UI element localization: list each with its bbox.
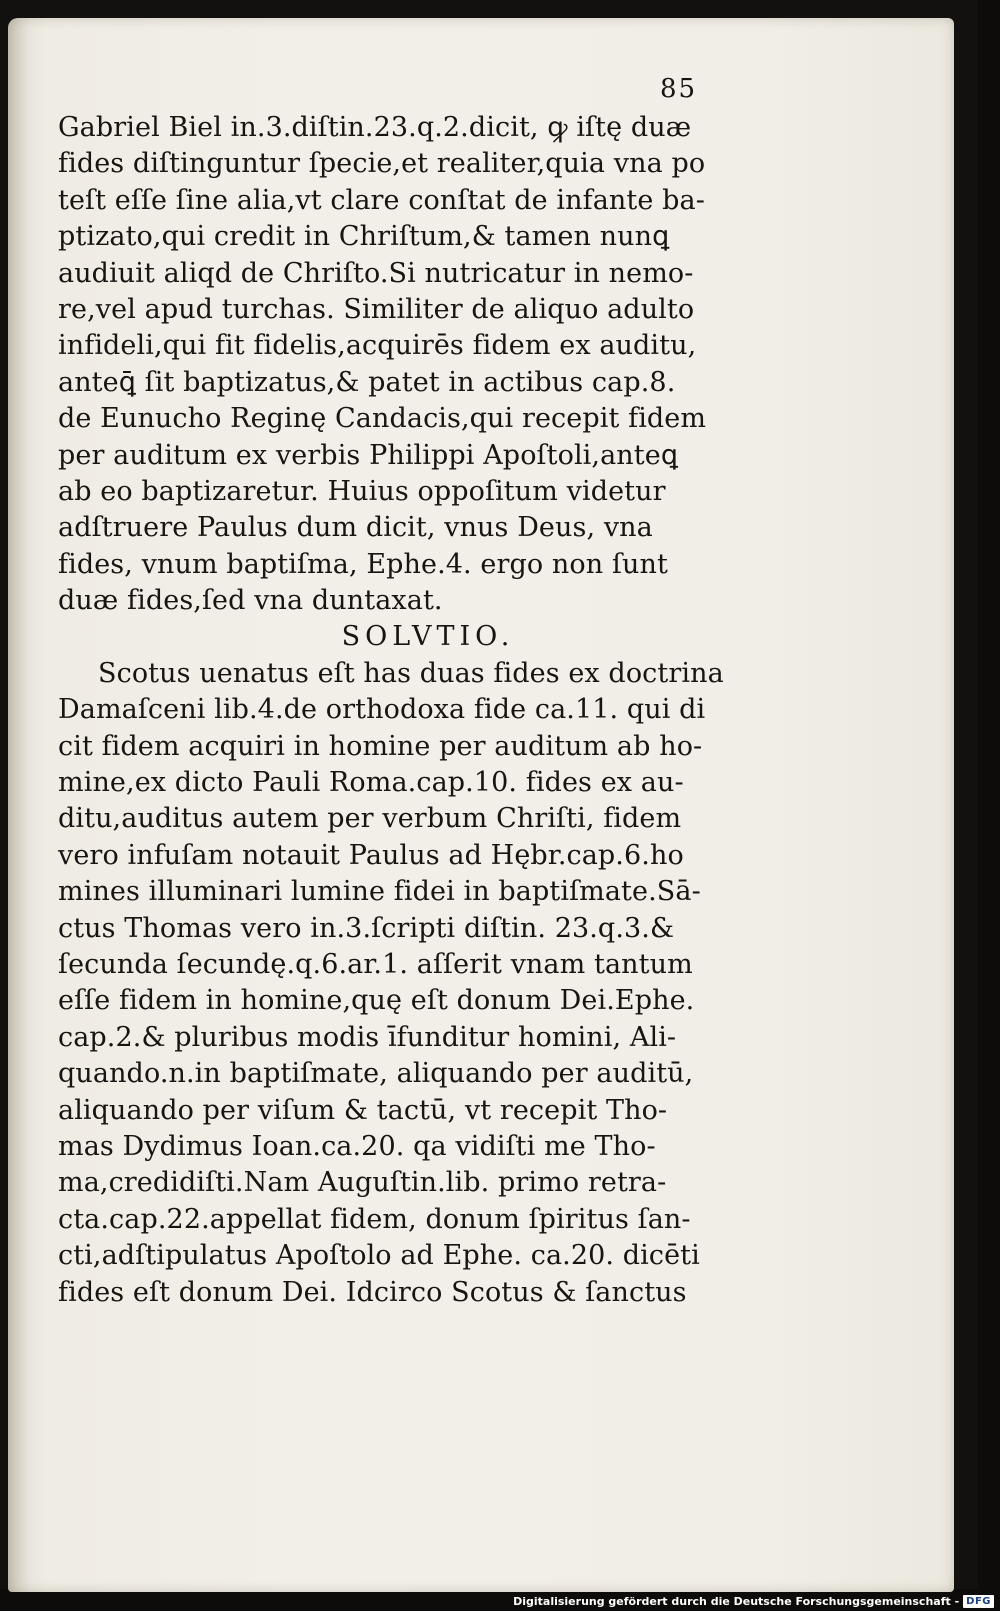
text-block	[58, 110, 758, 1311]
text-line: cta.cap.22.appellat fidem, donum ſpiritus ſan-	[58, 1203, 691, 1235]
text-line: mines illuminari lumine fidei in baptiſmate.Sā-	[58, 876, 701, 908]
text-line: ditu,auditus autem per verbum Chriſti, fidem	[58, 803, 682, 835]
text-line: de Eunucho Reginę Candacis,qui recepit fidem	[58, 403, 707, 435]
text-line: aliquando per viſum & tactū, vt recepit Tho-	[58, 1094, 668, 1126]
credit-text: Digitalisierung gefördert durch die Deutsche Forschungsgemeinschaft -	[513, 1594, 960, 1608]
text-line: fides eſt donum Dei. Idcirco Scotus & ſanctus	[58, 1276, 687, 1308]
text-line: cap.2.& pluribus modis īfunditur homini, Ali-	[58, 1021, 677, 1053]
text-line: ma,credidiſti.Nam Auguſtin.lib. primo retra-	[58, 1167, 667, 1199]
text-line: duæ fides,ſed vna duntaxat.	[58, 585, 443, 617]
text-line: Damaſceni lib.4.de orthodoxa fide ca.11. qui di	[58, 694, 706, 726]
digitization-credit	[513, 1592, 994, 1610]
text-line: teſt eſſe ſine alia,vt clare conſtat de infante ba-	[58, 184, 705, 216]
text-line: cti,adſtipulatus Apoſtolo ad Ephe. ca.20. dicēti	[58, 1240, 700, 1272]
section-heading: SOLVTIO.	[341, 621, 515, 653]
text-line: cit fidem acquiri in homine per auditum ab ho-	[58, 730, 703, 762]
text-line: mine,ex dicto Pauli Roma.cap.10. fides ex au-	[58, 767, 684, 799]
text-line: ab eo baptizaretur. Huius oppoſitum videtur	[58, 475, 666, 507]
text-line: Gabriel Biel in.3.diſtin.23.q.2.dicit, ꝙ iſtę duæ	[58, 112, 692, 143]
text-line: adſtruere Paulus dum dicit, vnus Deus, vna	[58, 512, 653, 544]
text-line: audiuit aliqd de Chriſto.Si nutricatur in nemo-	[58, 257, 694, 289]
page-edge-shadow	[8, 18, 30, 1592]
text-line: infideli,qui fit fidelis,acquirēs fidem ex auditu,	[58, 330, 697, 362]
text-line: mas Dydimus Ioan.ca.20. qa vidiſti me Tho-	[58, 1130, 656, 1162]
text-line: ſecunda ſecundę.q.6.ar.1. aſſerit vnam tantum	[58, 948, 693, 980]
text-line: eſſe fidem in homine,quę eſt donum Dei.Ephe.	[58, 985, 695, 1017]
text-line: fides, vnum baptiſma, Ephe.4. ergo non ſunt	[58, 548, 668, 580]
text-line: per auditum ex verbis Philippi Apoſtoli,anteꝗ	[58, 439, 679, 471]
text-line: re,vel apud turchas. Similiter de aliquo adulto	[58, 293, 695, 325]
text-line: vero infuſam notauit Paulus ad Hębr.cap.6.ho	[58, 839, 684, 871]
text-line: Scotus uenatus eſt has duas fides ex doctrina	[98, 657, 724, 689]
text-line: quando.n.in baptiſmate, aliquando per auditū,	[58, 1058, 694, 1090]
text-line: ctus Thomas vero in.3.ſcripti diſtin. 23.q.3.&	[58, 912, 675, 944]
text-line: anteꝗ̄ ſit baptizatus,& patet in actibus cap.8.	[58, 366, 676, 398]
dfg-logo: DFG	[963, 1595, 994, 1608]
text-line: ptizato,qui credit in Chriſtum,& tamen nunꝗ	[58, 221, 670, 253]
text-line: fides diſtinguntur ſpecie,et realiter,quia vna po	[58, 148, 706, 180]
page-number: 85	[660, 74, 698, 104]
